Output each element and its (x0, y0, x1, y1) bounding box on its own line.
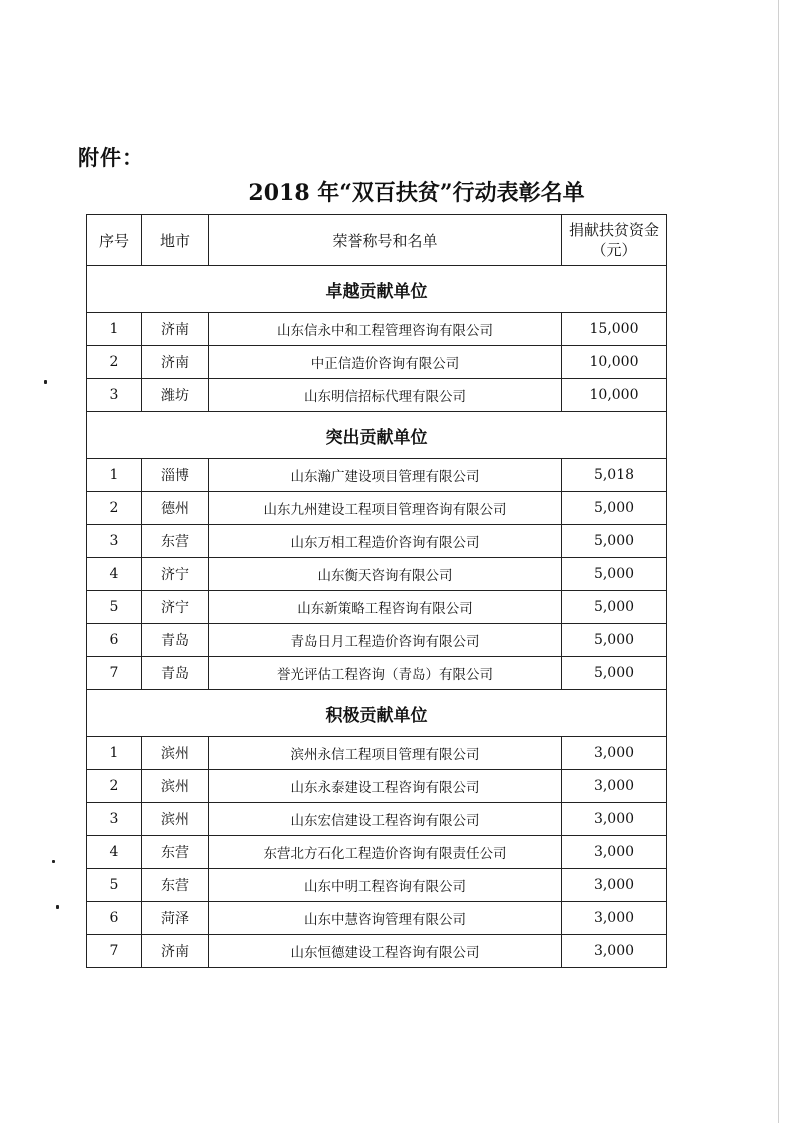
table-row (87, 770, 667, 803)
seq-cell: 4 (87, 558, 142, 591)
amount-cell: 3,000 (562, 869, 667, 902)
section-title: 积极贡献单位 (87, 690, 667, 737)
city-cell: 淄博 (142, 459, 209, 492)
header-amount: 捐献扶贫资金（元） (562, 215, 667, 266)
table-row (87, 624, 667, 657)
amount-cell: 3,000 (562, 803, 667, 836)
city-cell: 菏泽 (142, 902, 209, 935)
amount-cell: 5,000 (562, 558, 667, 591)
company-name-cell: 青岛日月工程造价咨询有限公司 (209, 624, 562, 657)
table-row (87, 737, 667, 770)
seq-cell: 1 (87, 313, 142, 346)
seq-cell: 1 (87, 737, 142, 770)
seq-cell: 1 (87, 459, 142, 492)
header-name: 荣誉称号和名单 (209, 215, 562, 266)
city-cell: 东营 (142, 525, 209, 558)
seq-cell: 2 (87, 770, 142, 803)
company-name-cell: 山东恒德建设工程咨询有限公司 (209, 935, 562, 968)
company-name-cell: 山东瀚广建设项目管理有限公司 (209, 459, 562, 492)
section-header-row (87, 412, 667, 459)
amount-cell: 10,000 (562, 379, 667, 412)
city-cell: 青岛 (142, 657, 209, 690)
honors-table (86, 214, 667, 968)
amount-cell: 3,000 (562, 836, 667, 869)
header-city: 地市 (142, 215, 209, 266)
table-row (87, 803, 667, 836)
amount-cell: 3,000 (562, 737, 667, 770)
table-body (87, 266, 667, 968)
city-cell: 滨州 (142, 803, 209, 836)
company-name-cell: 山东中慧咨询管理有限公司 (209, 902, 562, 935)
company-name-cell: 誉光评估工程咨询（青岛）有限公司 (209, 657, 562, 690)
seq-cell: 3 (87, 803, 142, 836)
seq-cell: 6 (87, 624, 142, 657)
amount-cell: 3,000 (562, 902, 667, 935)
company-name-cell: 山东衡天咨询有限公司 (209, 558, 562, 591)
company-name-cell: 中正信造价咨询有限公司 (209, 346, 562, 379)
city-cell: 济南 (142, 346, 209, 379)
amount-cell: 3,000 (562, 935, 667, 968)
table-row (87, 869, 667, 902)
scan-speck (52, 860, 55, 863)
city-cell: 东营 (142, 869, 209, 902)
section-header-row (87, 690, 667, 737)
company-name-cell: 山东万相工程造价咨询有限公司 (209, 525, 562, 558)
scan-speck (56, 905, 59, 909)
header-row (87, 215, 667, 266)
document-title: 2018 年“双百扶贫”行动表彰名单 (248, 180, 585, 206)
amount-cell: 5,000 (562, 591, 667, 624)
company-name-cell: 东营北方石化工程造价咨询有限责任公司 (209, 836, 562, 869)
seq-cell: 6 (87, 902, 142, 935)
table-row (87, 558, 667, 591)
seq-cell: 5 (87, 869, 142, 902)
seq-cell: 2 (87, 492, 142, 525)
section-header-row (87, 266, 667, 313)
attachment-label: 附件： (78, 146, 144, 170)
table-row (87, 657, 667, 690)
city-cell: 滨州 (142, 737, 209, 770)
city-cell: 东营 (142, 836, 209, 869)
scan-edge-line (778, 0, 779, 1123)
city-cell: 济南 (142, 313, 209, 346)
table-row (87, 935, 667, 968)
table-row (87, 492, 667, 525)
amount-cell: 15,000 (562, 313, 667, 346)
table-row (87, 591, 667, 624)
seq-cell: 4 (87, 836, 142, 869)
city-cell: 潍坊 (142, 379, 209, 412)
seq-cell: 2 (87, 346, 142, 379)
header-seq: 序号 (87, 215, 142, 266)
city-cell: 济宁 (142, 591, 209, 624)
seq-cell: 3 (87, 379, 142, 412)
table-row (87, 836, 667, 869)
company-name-cell: 山东永泰建设工程咨询有限公司 (209, 770, 562, 803)
table-row (87, 902, 667, 935)
company-name-cell: 滨州永信工程项目管理有限公司 (209, 737, 562, 770)
city-cell: 青岛 (142, 624, 209, 657)
amount-cell: 5,000 (562, 525, 667, 558)
table-row (87, 459, 667, 492)
table-row (87, 346, 667, 379)
city-cell: 济南 (142, 935, 209, 968)
company-name-cell: 山东宏信建设工程咨询有限公司 (209, 803, 562, 836)
seq-cell: 3 (87, 525, 142, 558)
company-name-cell: 山东中明工程咨询有限公司 (209, 869, 562, 902)
seq-cell: 5 (87, 591, 142, 624)
section-title: 突出贡献单位 (87, 412, 667, 459)
amount-cell: 5,018 (562, 459, 667, 492)
company-name-cell: 山东新策略工程咨询有限公司 (209, 591, 562, 624)
table-row (87, 379, 667, 412)
amount-cell: 10,000 (562, 346, 667, 379)
city-cell: 德州 (142, 492, 209, 525)
city-cell: 滨州 (142, 770, 209, 803)
amount-cell: 5,000 (562, 657, 667, 690)
amount-cell: 5,000 (562, 492, 667, 525)
table-row (87, 525, 667, 558)
table-row (87, 313, 667, 346)
company-name-cell: 山东信永中和工程管理咨询有限公司 (209, 313, 562, 346)
amount-cell: 5,000 (562, 624, 667, 657)
seq-cell: 7 (87, 935, 142, 968)
city-cell: 济宁 (142, 558, 209, 591)
seq-cell: 7 (87, 657, 142, 690)
company-name-cell: 山东明信招标代理有限公司 (209, 379, 562, 412)
amount-cell: 3,000 (562, 770, 667, 803)
section-title: 卓越贡献单位 (87, 266, 667, 313)
company-name-cell: 山东九州建设工程项目管理咨询有限公司 (209, 492, 562, 525)
scan-speck (44, 380, 47, 384)
